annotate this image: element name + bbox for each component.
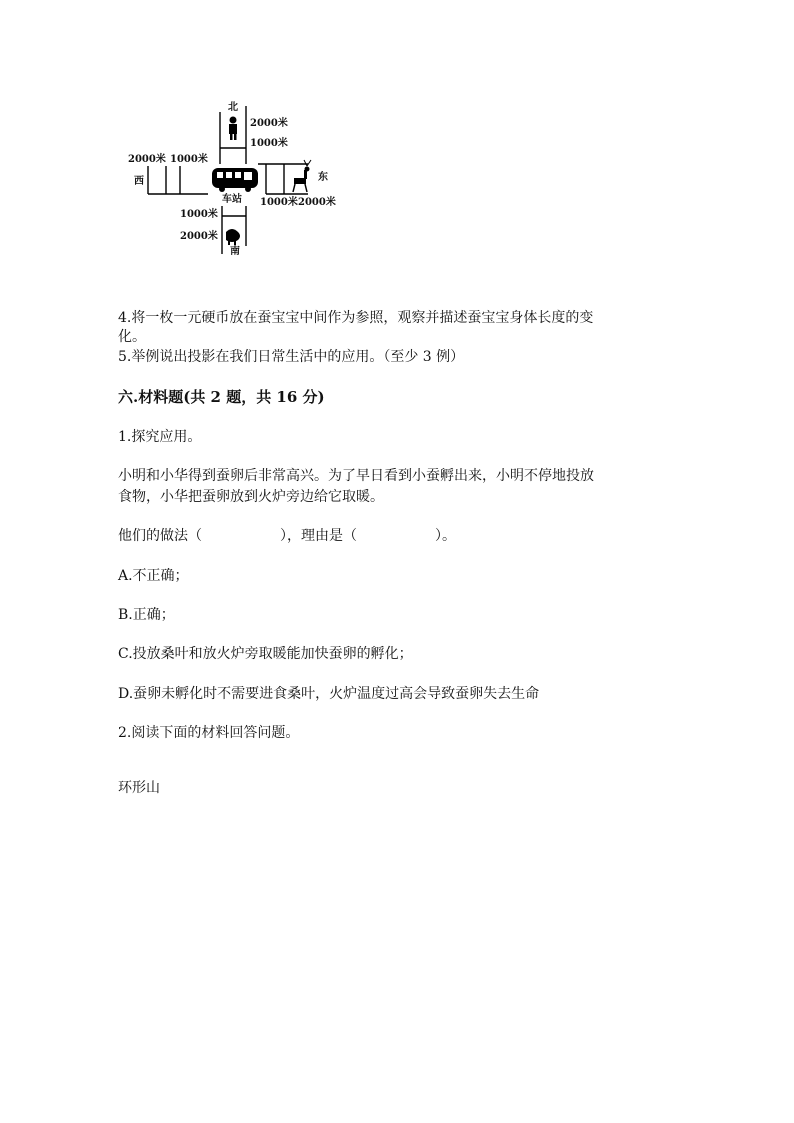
material-title: 环形山: [118, 780, 160, 796]
prompt-part-b: ），理由是（: [280, 528, 357, 544]
item-1-title: 1.探究应用。: [118, 429, 202, 445]
north-label: 北: [228, 102, 238, 113]
west-label: 西: [134, 176, 144, 187]
question-5: 5.举例说出投影在我们日常生活中的应用。（至少 3 例）: [118, 349, 465, 365]
west-near-distance: 1000米: [170, 154, 208, 165]
item-1-text-line1: 小明和小华得到蚕卵后非常高兴。为了早日看到小蚕孵出来，小明不停地投放: [118, 468, 594, 484]
item-2-title: 2.阅读下面的材料回答问题。: [118, 725, 300, 741]
item-1-prompt: [118, 526, 456, 546]
option-d: D.蚕卵未孵化时不需要进食桑叶，火炉温度过高会导致蚕卵失去生命: [118, 686, 540, 702]
east-label: 东: [318, 172, 328, 183]
east-far-distance: 2000米: [298, 197, 336, 208]
station-label: 车站: [222, 194, 242, 205]
bus-icon: [212, 168, 258, 192]
south-label: 南: [230, 246, 240, 257]
south-near-distance: 1000米: [180, 209, 218, 220]
option-a: A.不正确；: [118, 568, 189, 584]
diagram-lines: [118, 96, 348, 261]
west-far-distance: 2000米: [128, 154, 166, 165]
animal-icon: [226, 229, 240, 245]
section-6-heading: 六.材料题(共 2 题，共 16 分): [118, 388, 325, 406]
direction-distance-diagram: [118, 96, 348, 261]
option-b: B.正确；: [118, 607, 175, 623]
south-far-distance: 2000米: [180, 231, 218, 242]
question-4-line1: 4.将一枚一元硬币放在蚕宝宝中间作为参照，观察并描述蚕宝宝身体长度的变: [118, 310, 594, 326]
north-near-distance: 1000米: [250, 138, 288, 149]
deer-icon: [293, 160, 311, 192]
person-icon: [229, 117, 237, 141]
east-near-distance: 1000米: [260, 197, 298, 208]
prompt-part-c: ）。: [435, 528, 456, 544]
item-1-text-line2: 食物，小华把蚕卵放到火炉旁边给它取暖。: [118, 489, 384, 505]
option-c: C.投放桑叶和放火炉旁取暖能加快蚕卵的孵化；: [118, 646, 413, 662]
north-far-distance: 2000米: [250, 118, 288, 129]
question-4-line2: 化。: [118, 329, 146, 345]
prompt-part-a: 他们的做法（: [118, 528, 202, 544]
